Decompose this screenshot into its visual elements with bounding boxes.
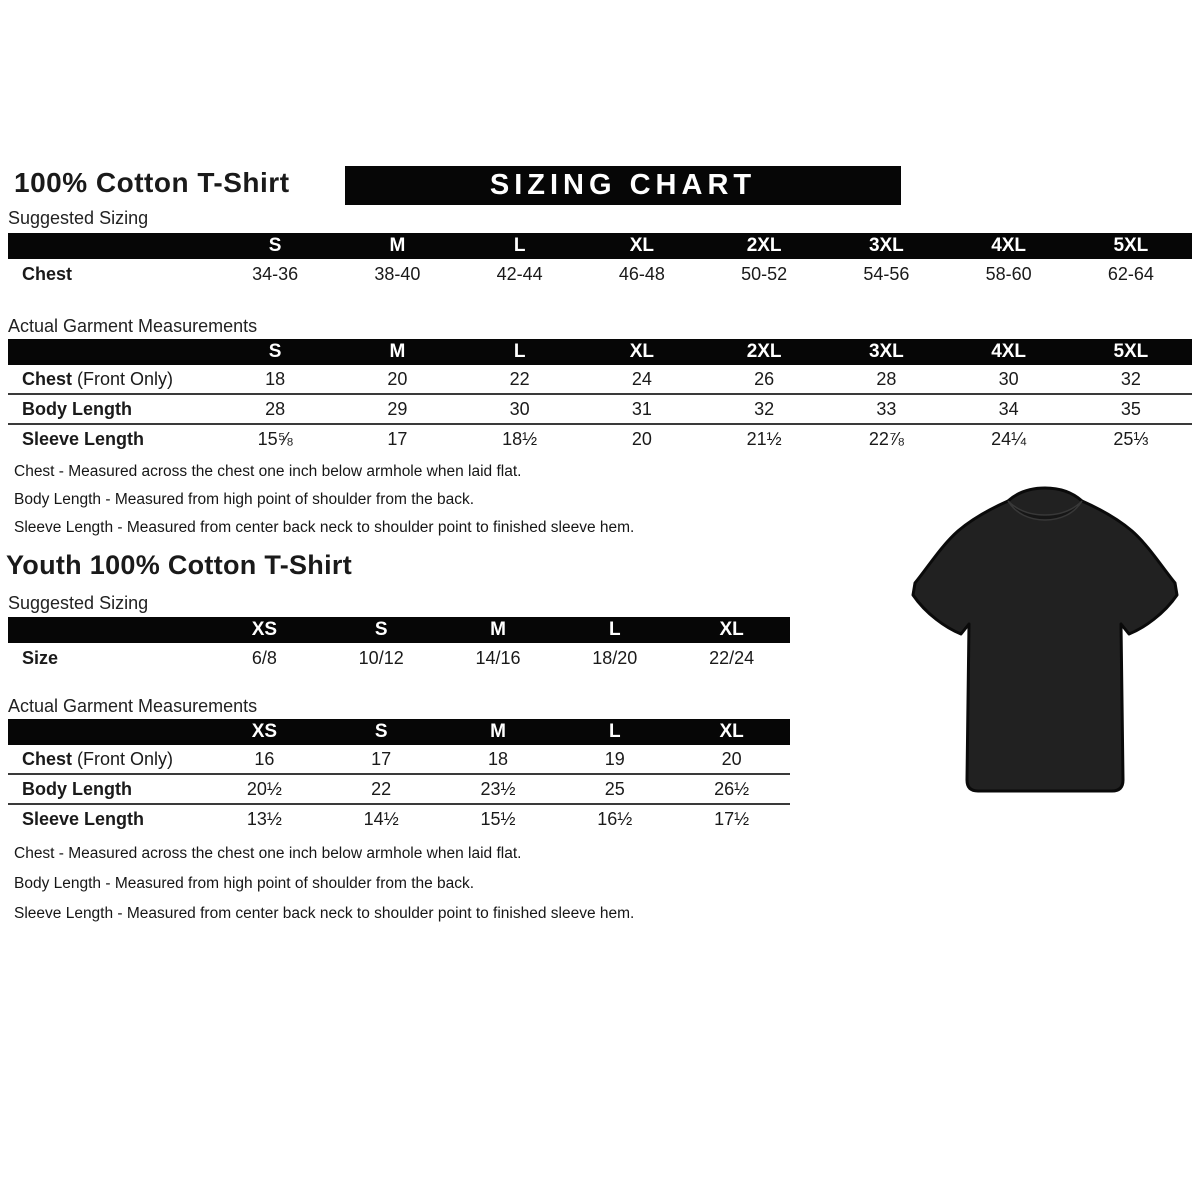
- column-header: L: [513, 235, 526, 256]
- table-header-row: [8, 339, 1192, 365]
- column-header: S: [374, 619, 388, 640]
- table-cell: 25⅓: [1113, 428, 1149, 449]
- column-header: M: [490, 619, 506, 640]
- table-cell: 20: [631, 428, 652, 449]
- note-chest: Chest - Measured across the chest one inch below armhole when laid flat.: [14, 463, 522, 480]
- column-header: 4XL: [991, 341, 1027, 362]
- column-header: 2XL: [746, 235, 782, 256]
- column-header: 5XL: [1113, 341, 1149, 362]
- column-header: XL: [629, 341, 655, 362]
- table-cell: 22/24: [709, 648, 755, 668]
- table-cell: 58-60: [985, 264, 1032, 284]
- table-cell: 15½: [480, 808, 516, 829]
- row-label: Chest: [22, 264, 73, 284]
- table-cell: 20½: [246, 778, 282, 799]
- column-header: S: [374, 721, 388, 742]
- table-cell: 24¼: [991, 428, 1027, 449]
- column-header: XS: [251, 619, 278, 640]
- table-cell: 16½: [597, 808, 633, 829]
- row-label: Sleeve Length: [22, 428, 145, 449]
- table-cell: 32: [1120, 368, 1141, 389]
- table-cell: 26½: [714, 778, 750, 799]
- adult-actual-measurements-heading: Actual Garment Measurements: [8, 316, 258, 336]
- table-row: [8, 365, 1192, 393]
- column-header: XS: [251, 721, 278, 742]
- table-row: [8, 773, 790, 803]
- row-label: Body Length: [22, 398, 132, 419]
- table-cell: 30: [998, 368, 1019, 389]
- row-label: Chest (Front Only): [22, 748, 174, 769]
- youth-product-title: Youth 100% Cotton T-Shirt: [6, 550, 352, 580]
- table-cell: 22⅞: [868, 428, 904, 449]
- table-cell: 32: [754, 398, 775, 419]
- table-cell: 30: [509, 398, 530, 419]
- table-cell: 54-56: [863, 264, 910, 284]
- adult-suggested-sizing-heading: Suggested Sizing: [8, 208, 149, 228]
- table-cell: 28: [265, 398, 286, 419]
- table-header-row: [8, 233, 1192, 259]
- note-sleeve-length: Sleeve Length - Measured from center back neck to shoulder point to finished sleeve hem.: [14, 519, 635, 536]
- table-cell: 14½: [363, 808, 399, 829]
- table-cell: 38-40: [374, 264, 421, 284]
- table-cell: 19: [604, 748, 625, 769]
- table-cell: 20: [387, 368, 408, 389]
- table-cell: 22: [371, 778, 392, 799]
- black-tshirt-image: [890, 478, 1190, 808]
- column-header: S: [268, 341, 282, 362]
- table-cell: 22: [509, 368, 530, 389]
- column-header: XL: [719, 721, 744, 742]
- column-header: M: [490, 721, 506, 742]
- table-cell: 16: [254, 748, 275, 769]
- row-label: Size: [22, 648, 59, 668]
- table-cell: 34: [998, 398, 1019, 419]
- table-cell: 46-48: [618, 264, 665, 284]
- table-row: [8, 259, 1192, 290]
- table-row: [8, 803, 790, 833]
- table-row: [8, 423, 1192, 453]
- table-cell: 29: [387, 398, 408, 419]
- column-header: 5XL: [1113, 235, 1149, 256]
- table-cell: 18: [265, 368, 286, 389]
- table-cell: 17: [387, 428, 408, 449]
- table-cell: 21½: [746, 428, 782, 449]
- table-cell: 20: [721, 748, 742, 769]
- column-header: L: [608, 619, 621, 640]
- adult-suggested-sizing-table: [8, 233, 1192, 290]
- table-header-row: [8, 719, 790, 745]
- table-cell: 26: [754, 368, 775, 389]
- table-cell: 17: [371, 748, 392, 769]
- column-header: XL: [719, 619, 744, 640]
- table-cell: 10/12: [358, 648, 404, 668]
- column-header: 2XL: [746, 341, 782, 362]
- table-row: [8, 393, 1192, 423]
- column-header: M: [389, 235, 406, 256]
- table-cell: 6/8: [251, 648, 277, 668]
- table-cell: 33: [876, 398, 897, 419]
- table-cell: 17½: [714, 808, 750, 829]
- table-cell: 23½: [480, 778, 516, 799]
- sizing-chart-banner: SIZING CHART: [345, 166, 901, 205]
- column-header: L: [513, 341, 526, 362]
- table-cell: 18½: [502, 428, 538, 449]
- table-cell: 24: [631, 368, 652, 389]
- table-row: [8, 745, 790, 773]
- row-label: Chest (Front Only): [22, 368, 174, 389]
- adult-actual-measurements-table: [8, 339, 1192, 453]
- column-header: 3XL: [868, 341, 904, 362]
- youth-actual-measurements-heading: Actual Garment Measurements: [8, 696, 258, 716]
- table-cell: 35: [1120, 398, 1141, 419]
- table-cell: 25: [604, 778, 625, 799]
- adult-product-title: 100% Cotton T-Shirt: [14, 167, 290, 198]
- column-header: L: [608, 721, 621, 742]
- table-row: [8, 643, 790, 674]
- column-header: S: [268, 235, 282, 256]
- table-cell: 42-44: [496, 264, 543, 284]
- note-body-length: Body Length - Measured from high point of shoulder from the back.: [14, 491, 475, 508]
- adult-measurement-notes: [14, 463, 634, 547]
- table-cell: 62-64: [1107, 264, 1154, 284]
- table-cell: 15⅝: [257, 428, 293, 449]
- table-cell: 14/16: [475, 648, 521, 668]
- column-header: 4XL: [991, 235, 1027, 256]
- table-header-row: [8, 617, 790, 643]
- note-body-length: Body Length - Measured from high point of shoulder from the back.: [14, 875, 475, 892]
- youth-suggested-sizing-heading: Suggested Sizing: [8, 593, 149, 613]
- row-label: Sleeve Length: [22, 808, 145, 829]
- table-cell: 18/20: [592, 648, 638, 668]
- table-cell: 50-52: [741, 264, 788, 284]
- column-header: XL: [629, 235, 655, 256]
- table-cell: 31: [631, 398, 652, 419]
- youth-measurement-notes: [14, 845, 634, 935]
- note-chest: Chest - Measured across the chest one inch below armhole when laid flat.: [14, 845, 522, 862]
- table-cell: 13½: [246, 808, 282, 829]
- table-cell: 28: [876, 368, 897, 389]
- column-header: M: [389, 341, 406, 362]
- youth-actual-measurements-table: [8, 719, 790, 833]
- table-cell: 34-36: [252, 264, 299, 284]
- row-label: Body Length: [22, 778, 132, 799]
- youth-suggested-sizing-table: [8, 617, 790, 674]
- column-header: 3XL: [868, 235, 904, 256]
- note-sleeve-length: Sleeve Length - Measured from center back neck to shoulder point to finished sleeve hem.: [14, 905, 635, 922]
- table-cell: 18: [487, 748, 508, 769]
